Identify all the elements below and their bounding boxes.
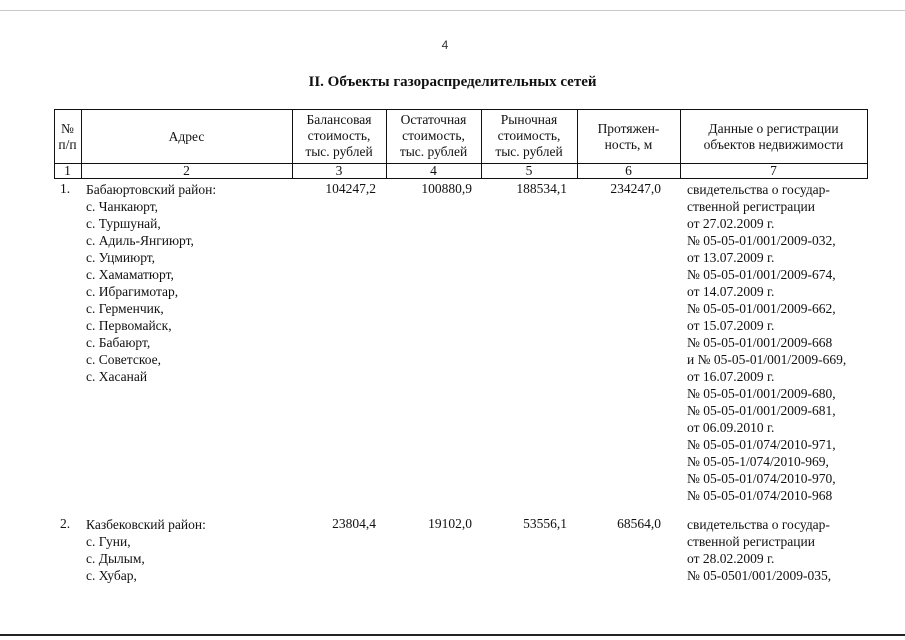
column-divider	[867, 109, 868, 179]
section-title: II. Объекты газораспределительных сетей	[308, 74, 597, 90]
row-residual-value: 19102,0	[428, 516, 472, 531]
header-length: Протяжен- ность, м	[597, 121, 660, 152]
row-balance-value: 104247,2	[325, 181, 376, 196]
page-number: 4	[441, 38, 449, 52]
row-market-value: 53556,1	[523, 516, 567, 531]
row-address: Казбековский район: с. Гуни, с. Дылым, с. Хубар,	[86, 517, 206, 583]
column-number: 1	[64, 163, 71, 178]
row-number: 1.	[60, 181, 71, 196]
column-number: 2	[183, 163, 190, 178]
header-address: Адрес	[168, 129, 205, 144]
page-top-edge	[0, 10, 905, 11]
row-number: 2.	[60, 516, 71, 531]
column-number: 5	[525, 163, 533, 178]
row-length: 234247,0	[610, 181, 661, 196]
column-number: 7	[770, 163, 777, 178]
table-top-border	[54, 109, 868, 110]
row-registration: свидетельства о государ- ственной регистрации от 28.02.2009 г. № 05-0501/001/2009-035,	[687, 517, 832, 583]
header-market-value: Рыночная стоимость, тыс. рублей	[495, 112, 563, 159]
row-residual-value: 100880,9	[421, 181, 472, 196]
column-number: 3	[335, 163, 343, 178]
row-market-value: 188534,1	[516, 181, 567, 196]
row-registration: свидетельства о государ- ственной регистрации от 27.02.2009 г. № 05-05-01/001/2009-032, от 13.07.2009 г. № 05-05-01/001/2009-674, от 14.07.2009 г. № 05-05-01/001/2009-662, от 15.07.2009 г. № 05-05-01/001/2009-668 и № 05-05-01/001/2009-669, от 16.07.2009 г. № 05-05-01/001/2009-680, № 05-05-01/001/2009-681, от 06.09.2010 г. № 05-05-01/074/2010-971, № 05-05-1/074/2010-969, № 05-05-01/074/2010-970, № 05-05-01/074/2010-968	[687, 182, 847, 503]
row-address: Бабаюртовский район: с. Чанкаюрт, с. Туршунай, с. Адиль-Янгиюрт, с. Уцмиюрт, с. Хамаматюрт, с. Ибрагимотар, с. Герменчик, с. Первомайск, с. Бабаюрт, с. Советское, с. Хасанай	[86, 182, 217, 384]
header-registration: Данные о регистрации объектов недвижимости	[703, 121, 844, 152]
header-balance-value: Балансовая стоимость, тыс. рублей	[305, 112, 373, 159]
row-length: 68564,0	[617, 516, 661, 531]
page-bottom-edge	[0, 634, 905, 636]
row-balance-value: 23804,4	[332, 516, 376, 531]
column-number: 6	[625, 163, 632, 178]
column-number: 4	[430, 163, 437, 178]
header-num: № п/п	[58, 121, 77, 152]
header-residual-value: Остаточная стоимость, тыс. рублей	[399, 112, 468, 159]
